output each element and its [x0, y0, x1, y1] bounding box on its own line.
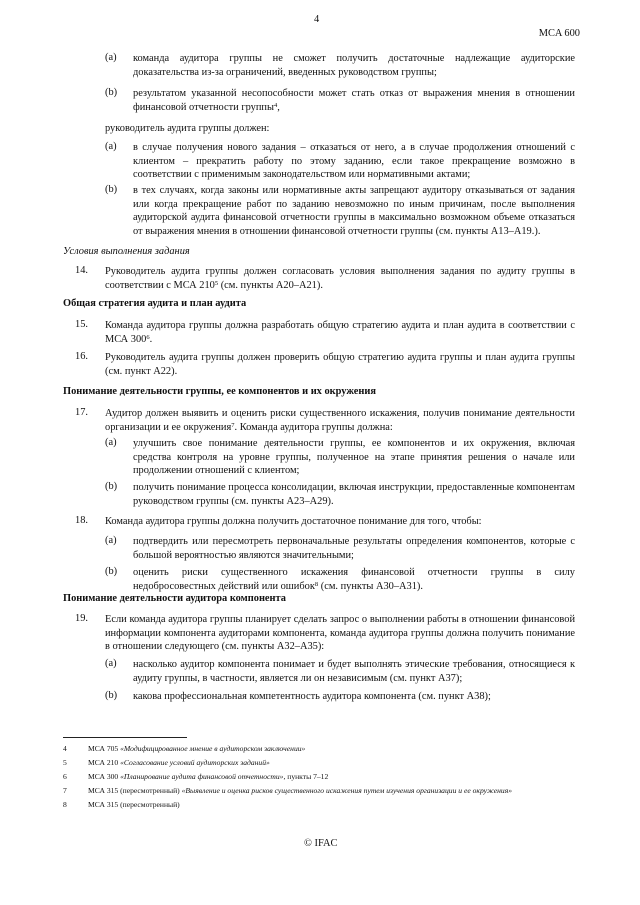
list-item-text: подтвердить или пересмотреть первоначальные результаты определения компонентов, которые с большой вероятностью являются значительными; — [133, 536, 575, 561]
paragraph-number: 19. — [75, 613, 88, 624]
footnote-ref: 8 — [314, 580, 319, 588]
footnote-divider — [63, 737, 187, 738]
footnote-ref: 5 — [214, 279, 219, 287]
list-item-text: в тех случаях, когда законы или нормативные акты запрещают аудитору отказываться от задания или когда прекращение работ по заданию невозможно по иным причинам, после выполнения аудиторской аудита финансовой отчетности группы в максимально возможном объеме отказаться от выражения мнения в отношении финансовой отчетности группы (см. пункты A13–A19.). — [133, 185, 575, 237]
paragraph-text: Аудитор должен выявить и оценить риски существенного искажения, получив понимание деятельности организации и ее окружения$^7$. Команда аудитора группы должна: — [105, 408, 575, 433]
list-marker: (a) — [105, 658, 117, 669]
paragraph-text: Команда аудитора группы должна получить достаточное понимание для того, чтобы: — [105, 516, 482, 527]
footnote-text: МСА 705 «Модифицированное мнение в аудиторском заключении» — [88, 744, 306, 753]
section-heading: Понимание деятельности группы, ее компонентов и их окружения — [63, 386, 376, 397]
footnote-ref: 6 — [146, 333, 150, 341]
list-marker: (a) — [105, 437, 117, 448]
list-marker: (b) — [105, 566, 118, 577]
footnote-text: МСА 300 «Планирование аудита финансовой отчетности», пункты 7–12 — [88, 772, 329, 781]
paragraph-number: 14. — [75, 265, 88, 276]
footnote-text: МСА 315 (пересмотренный) «Выявление и оценка рисков существенного искажения путем изучения организации и ее окружения» — [88, 786, 513, 795]
list-item-text: насколько аудитор компонента понимает и будет выполнять этические требования, относящиеся к аудиту группы, в частности, является ли он независимым (см. пункт A37); — [133, 659, 575, 684]
paragraph-text: Команда аудитора группы должна разработать общую стратегию аудита и план аудита в соответствии с МСА $300^6$. — [105, 320, 575, 345]
paragraph-number: 15. — [75, 319, 88, 330]
paragraph-text: Руководитель аудита группы должен проверить общую стратегию аудита группы и план аудита группы (см. пункт A22). — [105, 352, 575, 377]
paragraph-number: 16. — [75, 351, 88, 362]
list-item-text: оценить риски существенного искажения финансовой отчетности группы в силу недобросовестных действий или ошибок$^8$ (см. пункты A30–A31). — [133, 567, 575, 592]
footer-copyright: © IFAC — [304, 838, 338, 849]
paragraph-number: 18. — [75, 515, 88, 526]
list-item-text: команда аудитора группы не сможет получить достаточные надлежащие аудиторские доказательства из-за ограничений, введенных руководством группы; — [133, 53, 575, 78]
page-number: 4 — [314, 14, 320, 25]
paragraph-number: 17. — [75, 407, 88, 418]
footnote-ref: 7 — [231, 421, 235, 429]
list-item-text: получить понимание процесса консолидации, включая инструкции, предоставленные компонентам руководством группы (см. пункты A23–A29). — [133, 482, 575, 507]
list-marker: (a) — [105, 535, 117, 546]
list-item-text: в случае получения нового задания – отказаться от него, а в случае продолжения отношений с клиентом – прекратить работу по этому заданию, если такое прекращение возможно в соответствии с применимым законодательством или нормативными актами; — [133, 142, 575, 180]
footnote-mark: 6 — [63, 772, 67, 781]
list-marker: (a) — [105, 141, 117, 152]
list-marker: (a) — [105, 52, 117, 63]
footnote-text: МСА 210 «Согласование условий аудиторских заданий» — [88, 758, 270, 767]
paragraph-text: Руководитель аудита группы должен согласовать условия выполнения задания по аудиту группы в соответствии с МСА $210^5$ (см. пункты A20–A21). — [105, 266, 575, 291]
footnote-ref: 4 — [273, 101, 278, 109]
footnote-mark: 7 — [63, 786, 67, 795]
list-marker: (b) — [105, 481, 118, 492]
footnote-text: МСА 315 (пересмотренный) — [88, 800, 180, 809]
standard-code: MCA 600 — [538, 28, 580, 39]
list-marker: (b) — [105, 184, 118, 195]
footnote-mark: 5 — [63, 758, 67, 767]
section-heading: Общая стратегия аудита и план аудита — [63, 298, 247, 309]
footnote-mark: 8 — [63, 800, 67, 809]
footnote-mark: 4 — [63, 744, 67, 753]
section-heading: Понимание деятельности аудитора компонента — [63, 593, 286, 604]
list-item-text: какова профессиональная компетентность аудитора компонента (см. пункт A38); — [133, 691, 491, 702]
paragraph-text: Если команда аудитора группы планирует сделать запрос о выполнении работы в отношении финансовой информации компонента аудиторами компонента, команда аудитора группы должна получить понимание в отношении следующего (см. пункты A32–A35): — [105, 614, 575, 652]
list-marker: (b) — [105, 87, 118, 98]
list-marker: (b) — [105, 690, 118, 701]
list-item-text: улучшить свое понимание деятельности группы, ее компонентов и их окружения, включая средства контроля на уровне группы, полученное на этапе принятия решения о начале или продолжении отношений с клиентом; — [133, 438, 575, 476]
lead-text: руководитель аудита группы должен: — [105, 123, 270, 134]
subheading: Условия выполнения задания — [63, 246, 190, 257]
list-item-text: результатом указанной несопоcобности может стать отказ от выражения мнения в отношении финансовой отчетности группы$^4$, — [133, 88, 575, 113]
